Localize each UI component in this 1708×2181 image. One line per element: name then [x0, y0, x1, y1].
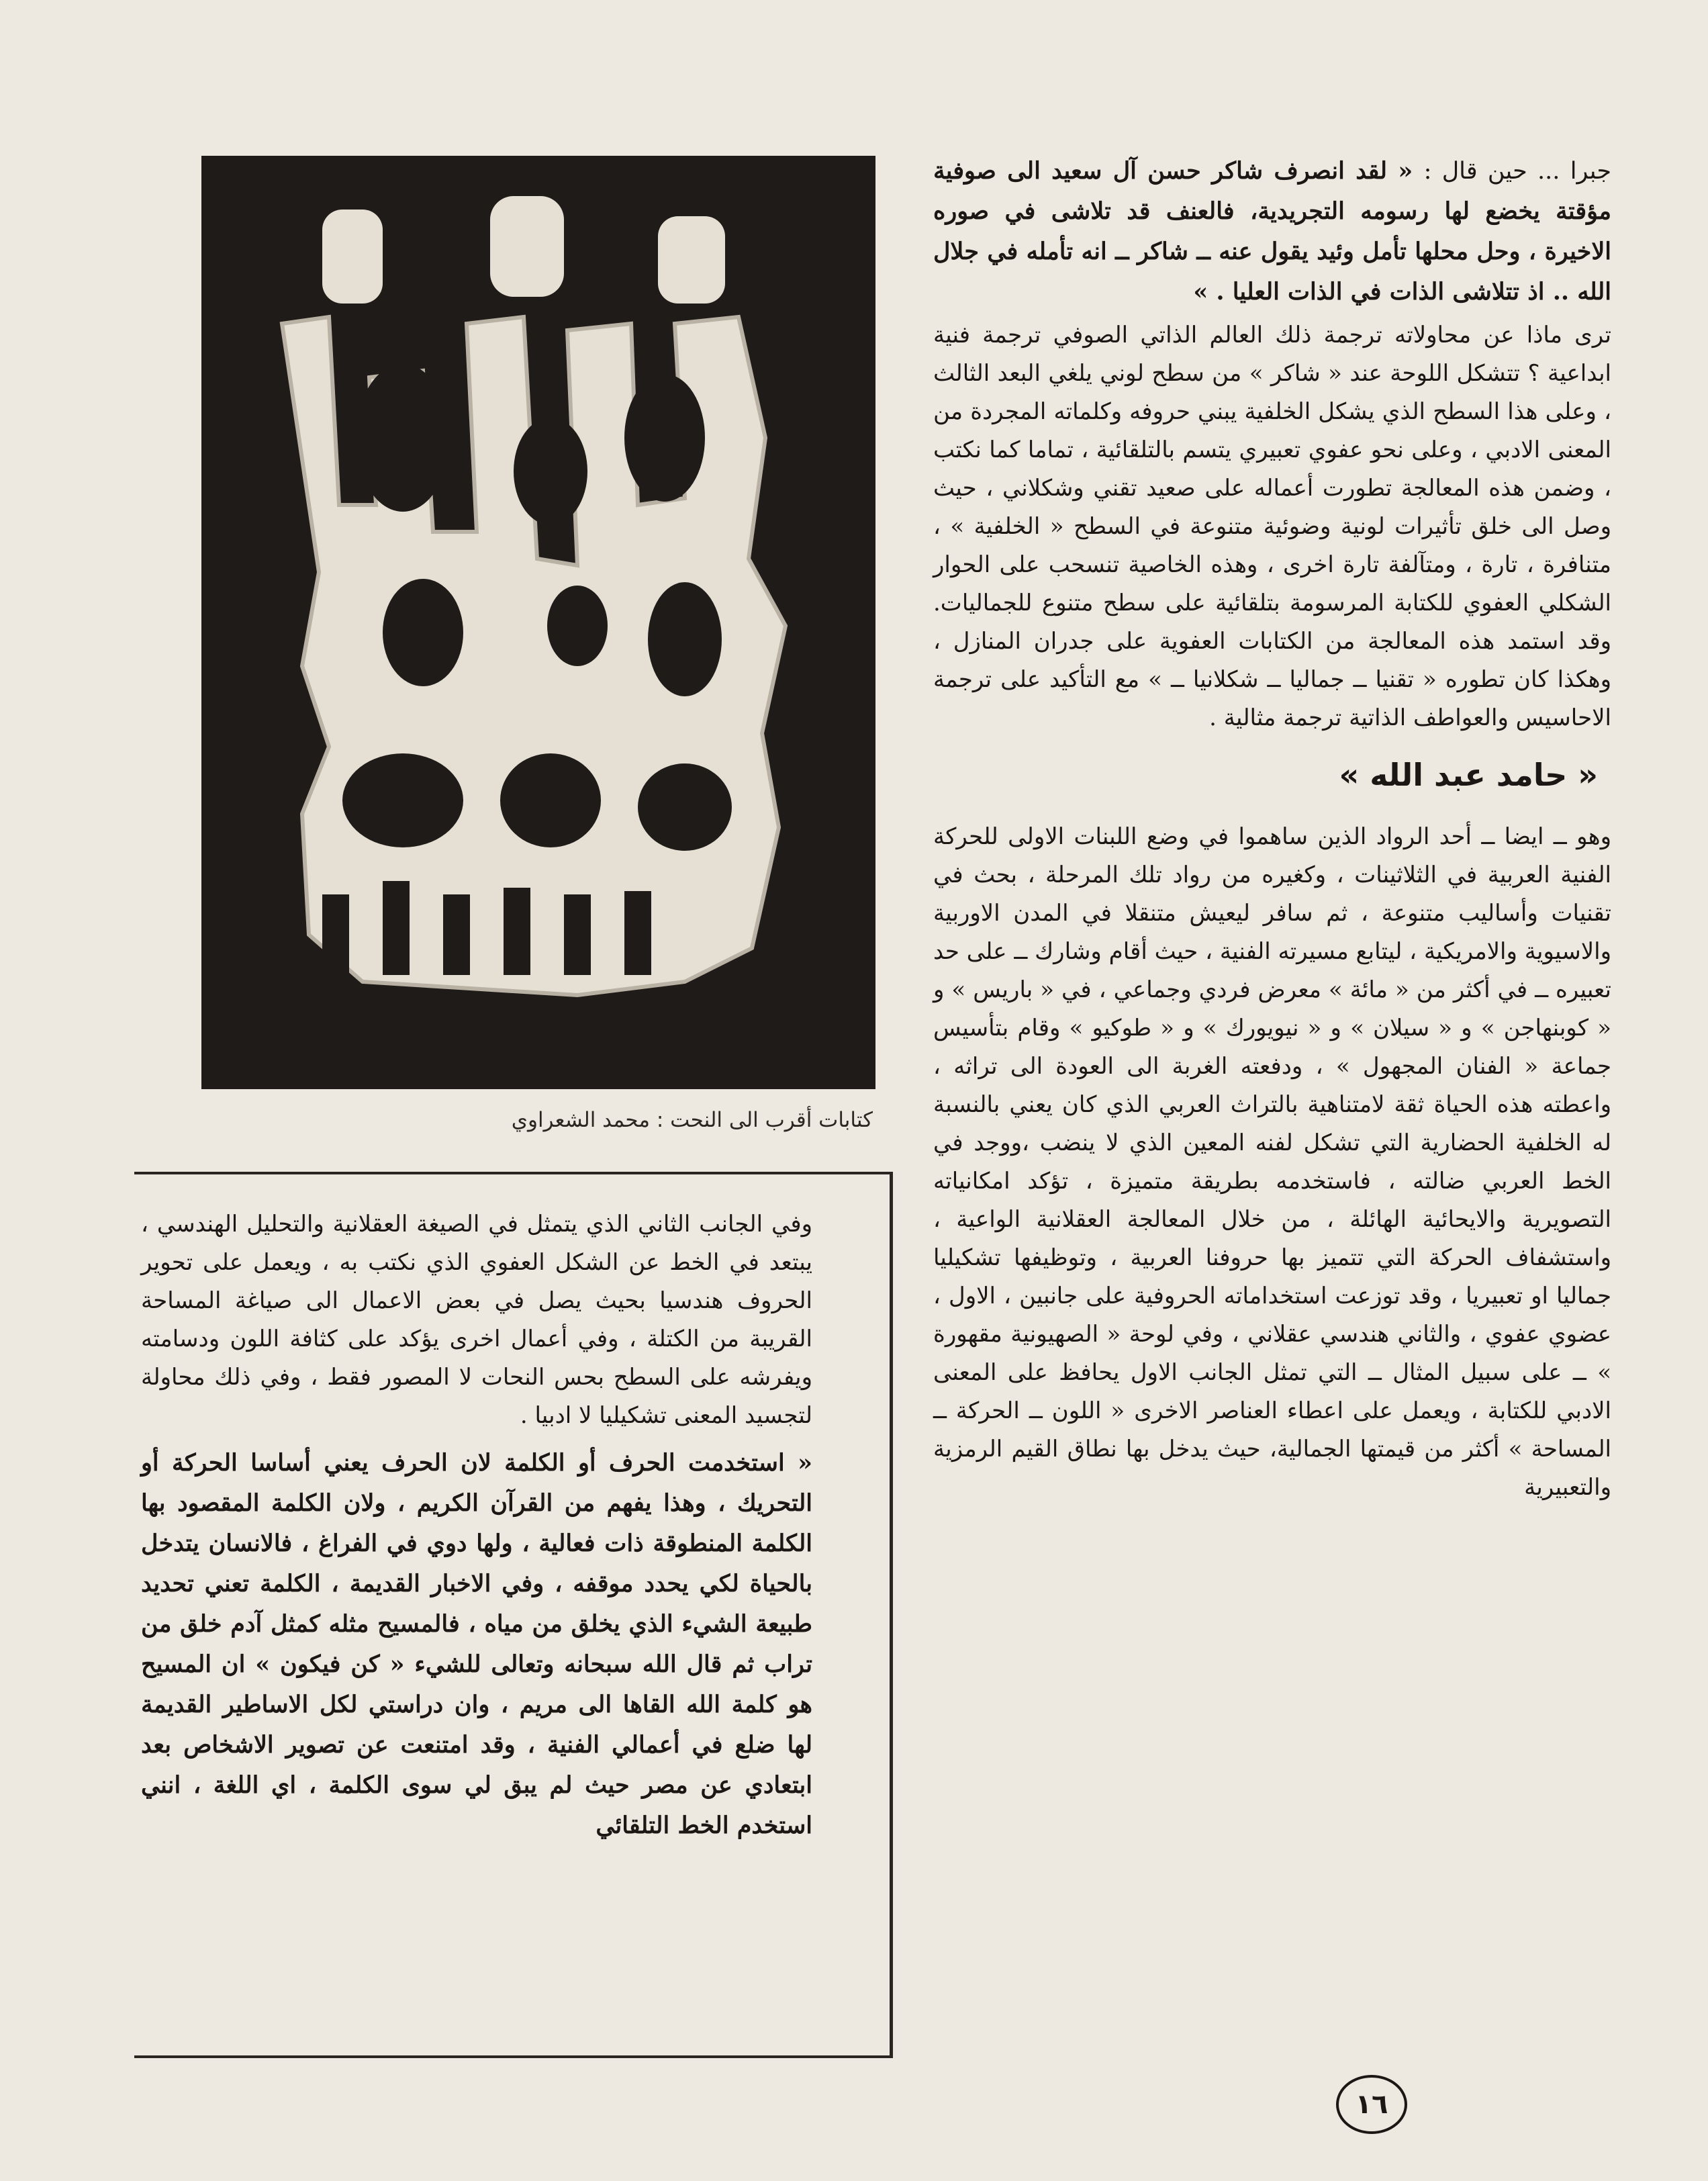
lead-prefix: جبرا ... حين قال : — [1423, 158, 1611, 185]
body-paragraph-2: وهو ــ ايضا ــ أحد الرواد الذين ساهموا في وضع اللبنات الاولى للحركة الفنية العربية في الثلاثينات ، وكغيره من رواد تلك المرحلة ، بحث في تقنيات وأساليب متنوعة ، ثم سافر ليعيش متنقلا في المدن الاوربية والاسيوية والامريكية ، ليتابع مسيرته الفنية ، حيث أقام وشارك ــ على حد تعبيره ــ في أكثر من « مائة » معرض فردي وجماعي ، في « باريس » و « كوبنهاجن » و « سيلان » و « نيويورك » و « طوكيو » وقام بتأسيس جماعة « الفنان المجهول » ، ودفعته الغربة الى العودة الى تراثه ، واعطته هذه الحياة ثقة لامتناهية بالتراث العربي الذي كان يعني بالنسبة له الخلفية الحضارية التي تشكل لفنه المعين الذي لا ينضب ،ووجد في الخط العربي ضالته ، فاستخدمه بطريقة متميزة ، تؤكد امكانياته التصويرية والايحائية الهائلة ، من خلال المعالجة العقلانية الواعية ، واستشفاف الحركة التي تتميز بها حروفنا العربية ، وتوظيفها تشكيليا جماليا او تعبيريا ، وقد توزعت استخداماته الحروفية على جانبين ، الاول ، عضوي عفوي ، والثاني هندسي عقلاني ، وفي لوحة « الصهيونية مقهورة » ــ على سبيل المثال ــ التي تمثل الجانب الاول يحافظ على المعنى الادبي للكتابة ، ويعمل على اعطاء العناصر الاخرى « اللون ــ الحركة ــ المساحة » أكثر من قيمتها الجمالية، حيث يدخل بها نطاق القيم الرمزية والتعبيرية — [933, 823, 1611, 1501]
photo-caption: كتابات أقرب الى النحت : محمد الشعراوي — [511, 1108, 873, 1132]
lead-paragraph — [933, 151, 1611, 312]
section-heading: « حامد عبد الله » — [1339, 757, 1598, 793]
sculpture-photo — [201, 156, 875, 1089]
box-paragraph: وفي الجانب الثاني الذي يتمثل في الصيغة العقلانية والتحليل الهندسي ، يبتعد في الخط عن الشكل العفوي الذي نكتب به ، ويعمل على تحوير الحروف هندسيا بحيث يصل في بعض الاعمال الى صياغة المساحة القريبة من الكتلة ، وفي أعمال اخرى يؤكد على كثافة اللون ودسامته ويفرشه على السطح بحس النحات لا المصور فقط ، وفي ذلك محاولة لتجسيد المعنى تشكيليا لا ادبيا . — [141, 1211, 812, 1429]
lead-quote: « لقد انصرف شاكر حسن آل سعيد الى صوفية مؤقتة يخضع لها رسومه التجريدية، فالعنف قد تلاشى في صوره الاخيرة ، وحل محلها تأمل وئيد يقول عنه ــ شاكر ــ انه تأمله في جلال الله .. اذ تتلاشى الذات في الذات العليا . » — [933, 157, 1611, 306]
boxed-section — [141, 1205, 812, 1846]
body-paragraph-1: ترى ماذا عن محاولاته ترجمة ذلك العالم الذاتي الصوفي ترجمة فنية ابداعية ؟ تتشكل اللوحة عند « شاكر » من سطح لوني يلغي البعد الثالث ، وعلى هذا السطح الذي يشكل الخلفية يبني حروفه وكلماته المجردة من المعنى الادبي ، وعلى نحو عفوي تعبيري يتسم بالتلقائية ، تماما كما نكتب ، وضمن هذه المعالجة تطورت أعماله على صعيد تقني وشكلاني ، حيث وصل الى خلق تأثيرات لونية وضوئية متنوعة في السطح « الخلفية » ، متنافرة ، تارة ، ومتآلفة تارة اخرى ، وهذه الخاصية تنسحب على الحوار الشكلي العفوي للكتابة المرسومة بتلقائية على سطح متنوع للجماليات. وقد استمد هذه المعالجة من الكتابات العفوية على جدران المنازل ، وهكذا كان تطوره « تقنيا ــ جماليا ــ شكلانيا ــ » مع التأكيد على ترجمة الاحاسيس والعواطف الذاتية ترجمة مثالية . — [933, 322, 1611, 731]
sculpture-image — [201, 156, 875, 1089]
box-quote: « استخدمت الحرف أو الكلمة لان الحرف يعني أساسا الحركة أو التحريك ، وهذا يفهم من القرآن الكريم ، ولان الكلمة المقصود بها الكلمة المنطوقة ذات فعالية ، ولها دوي في الفراغ ، فالانسان يتدخل بالحياة لكي يحدد موقفه ، وفي الاخبار القديمة ، الكلمة تعني تحديد طبيعة الشيء الذي يخلق من مياه ، فالمسيح مثله كمثل آدم خلق من تراب ثم قال الله سبحانه وتعالى للشيء « كن فيكون » ان المسيح هو كلمة الله القاها الى مريم ، وان دراستي لكل الاساطير القديمة لها ضلع في أعمالي الفنية ، وقد امتنعت عن تصوير الاشخاص بعد ابتعادي عن مصر حيث لم يبق لي سوى الكلمة ، اي اللغة ، انني استخدم الخط التلقائي — [141, 1449, 812, 1839]
page-number: ١٦ — [1336, 2075, 1407, 2134]
right-column — [933, 151, 1611, 1507]
